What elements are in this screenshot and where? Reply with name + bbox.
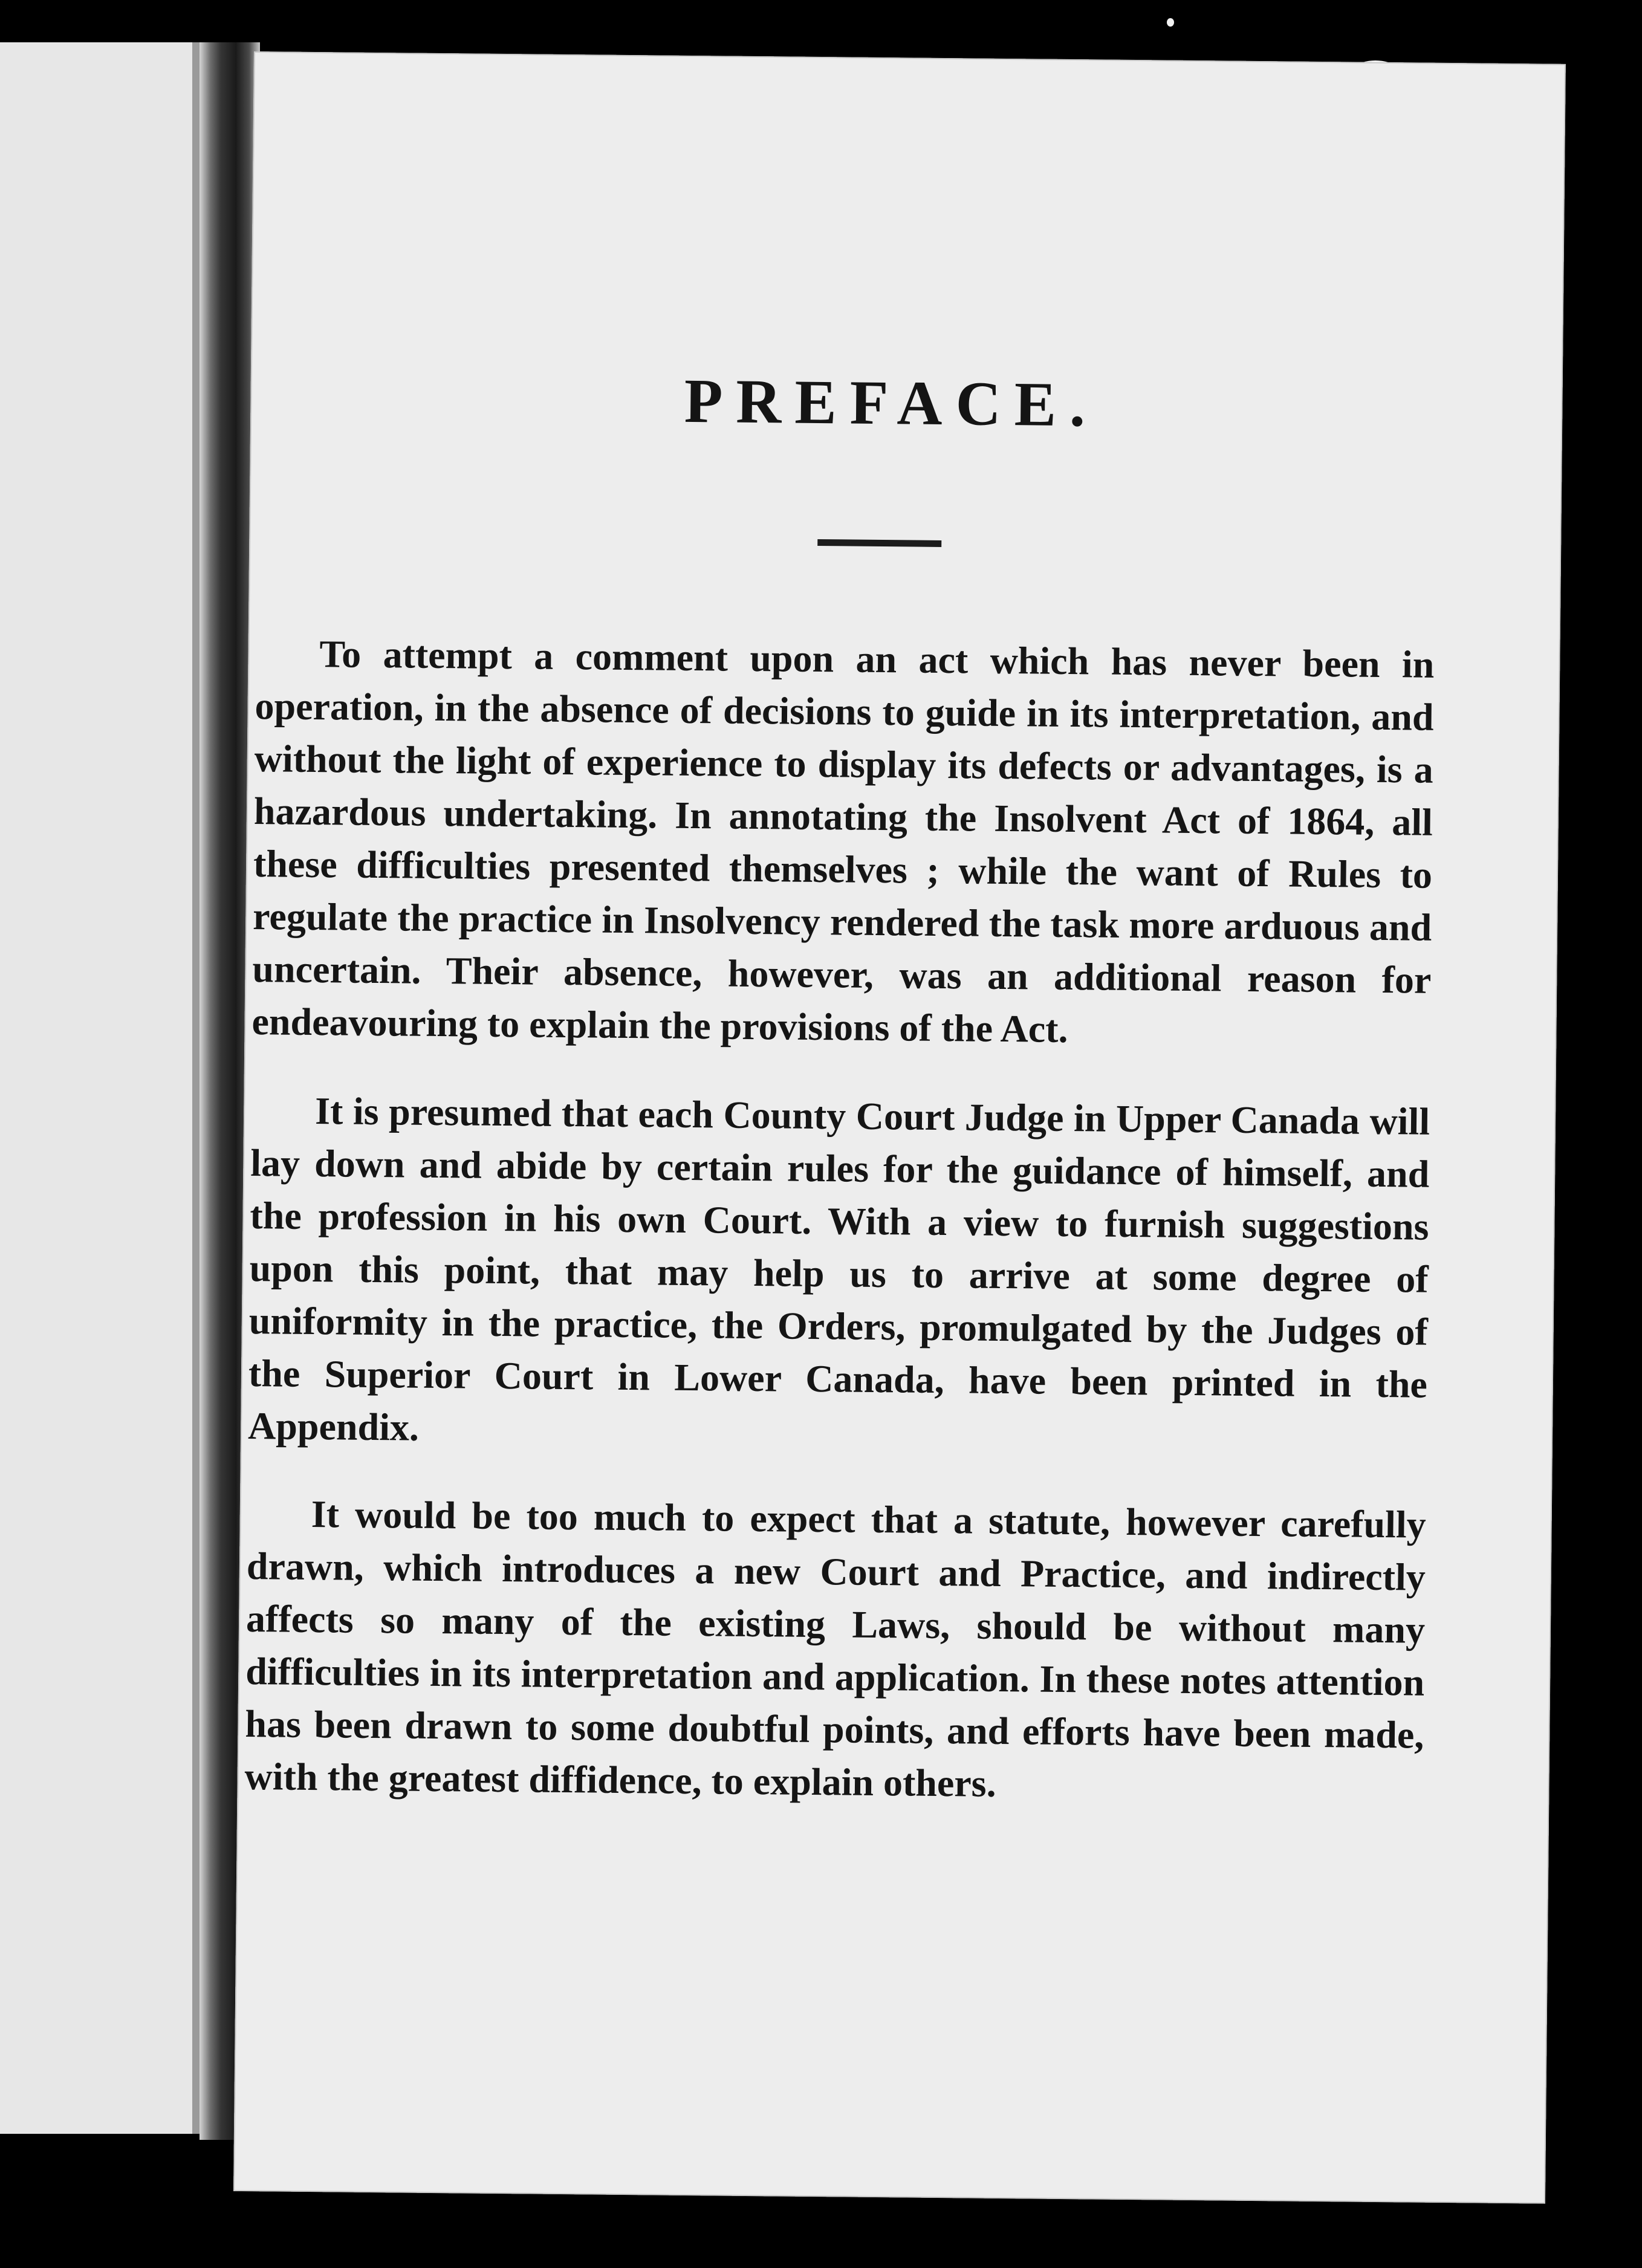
paragraph-1: To attempt a comment upon an act which has never been in operation, in the absence of decisions to guide in its interpretation, and without the light of experience to display its defects or advantages, is a hazardous undertaking. In annotating the Insolvent Act of 1864, all these difficulties presented themselves ; while the want of Rules to regulate the practice in Insolvency rendered the task more arduous and uncertain. Their absence, however, was an additional reason for endeavouring to explain the provisions of the Act. — [251, 632, 1435, 1051]
preface-body — [244, 627, 1435, 1814]
book-page — [233, 51, 1566, 2204]
top-speck — [1167, 18, 1174, 27]
paragraph-3: It would be too much to expect that a statute, however carefully drawn, which introduces a new Court and Practice, and indirectly affects so many of the existing Laws, should be without many difficulties in its interpretation and application. In these notes attention has been drawn to some doubtful points, and efforts have been made, with the greatest diffidence, to explain others. — [244, 1492, 1427, 1805]
left-page-border — [192, 42, 200, 2134]
paragraph-2: It is presumed that each County Court Judge in Upper Canada will lay down and abide by certain rules for the guidance of himself, and the profession in his own Court. With a view to furnish suggestions upon this point, that may help us to arrive at some degree of uniformity in the practice, the Orders, promulgated by the Judges of the Superior Court in Lower Canada, have been printed in the Appendix. — [247, 1089, 1430, 1449]
page-title: PREFACE. — [684, 366, 1099, 440]
left-page-edge — [0, 42, 200, 2134]
title-rule — [817, 539, 941, 547]
